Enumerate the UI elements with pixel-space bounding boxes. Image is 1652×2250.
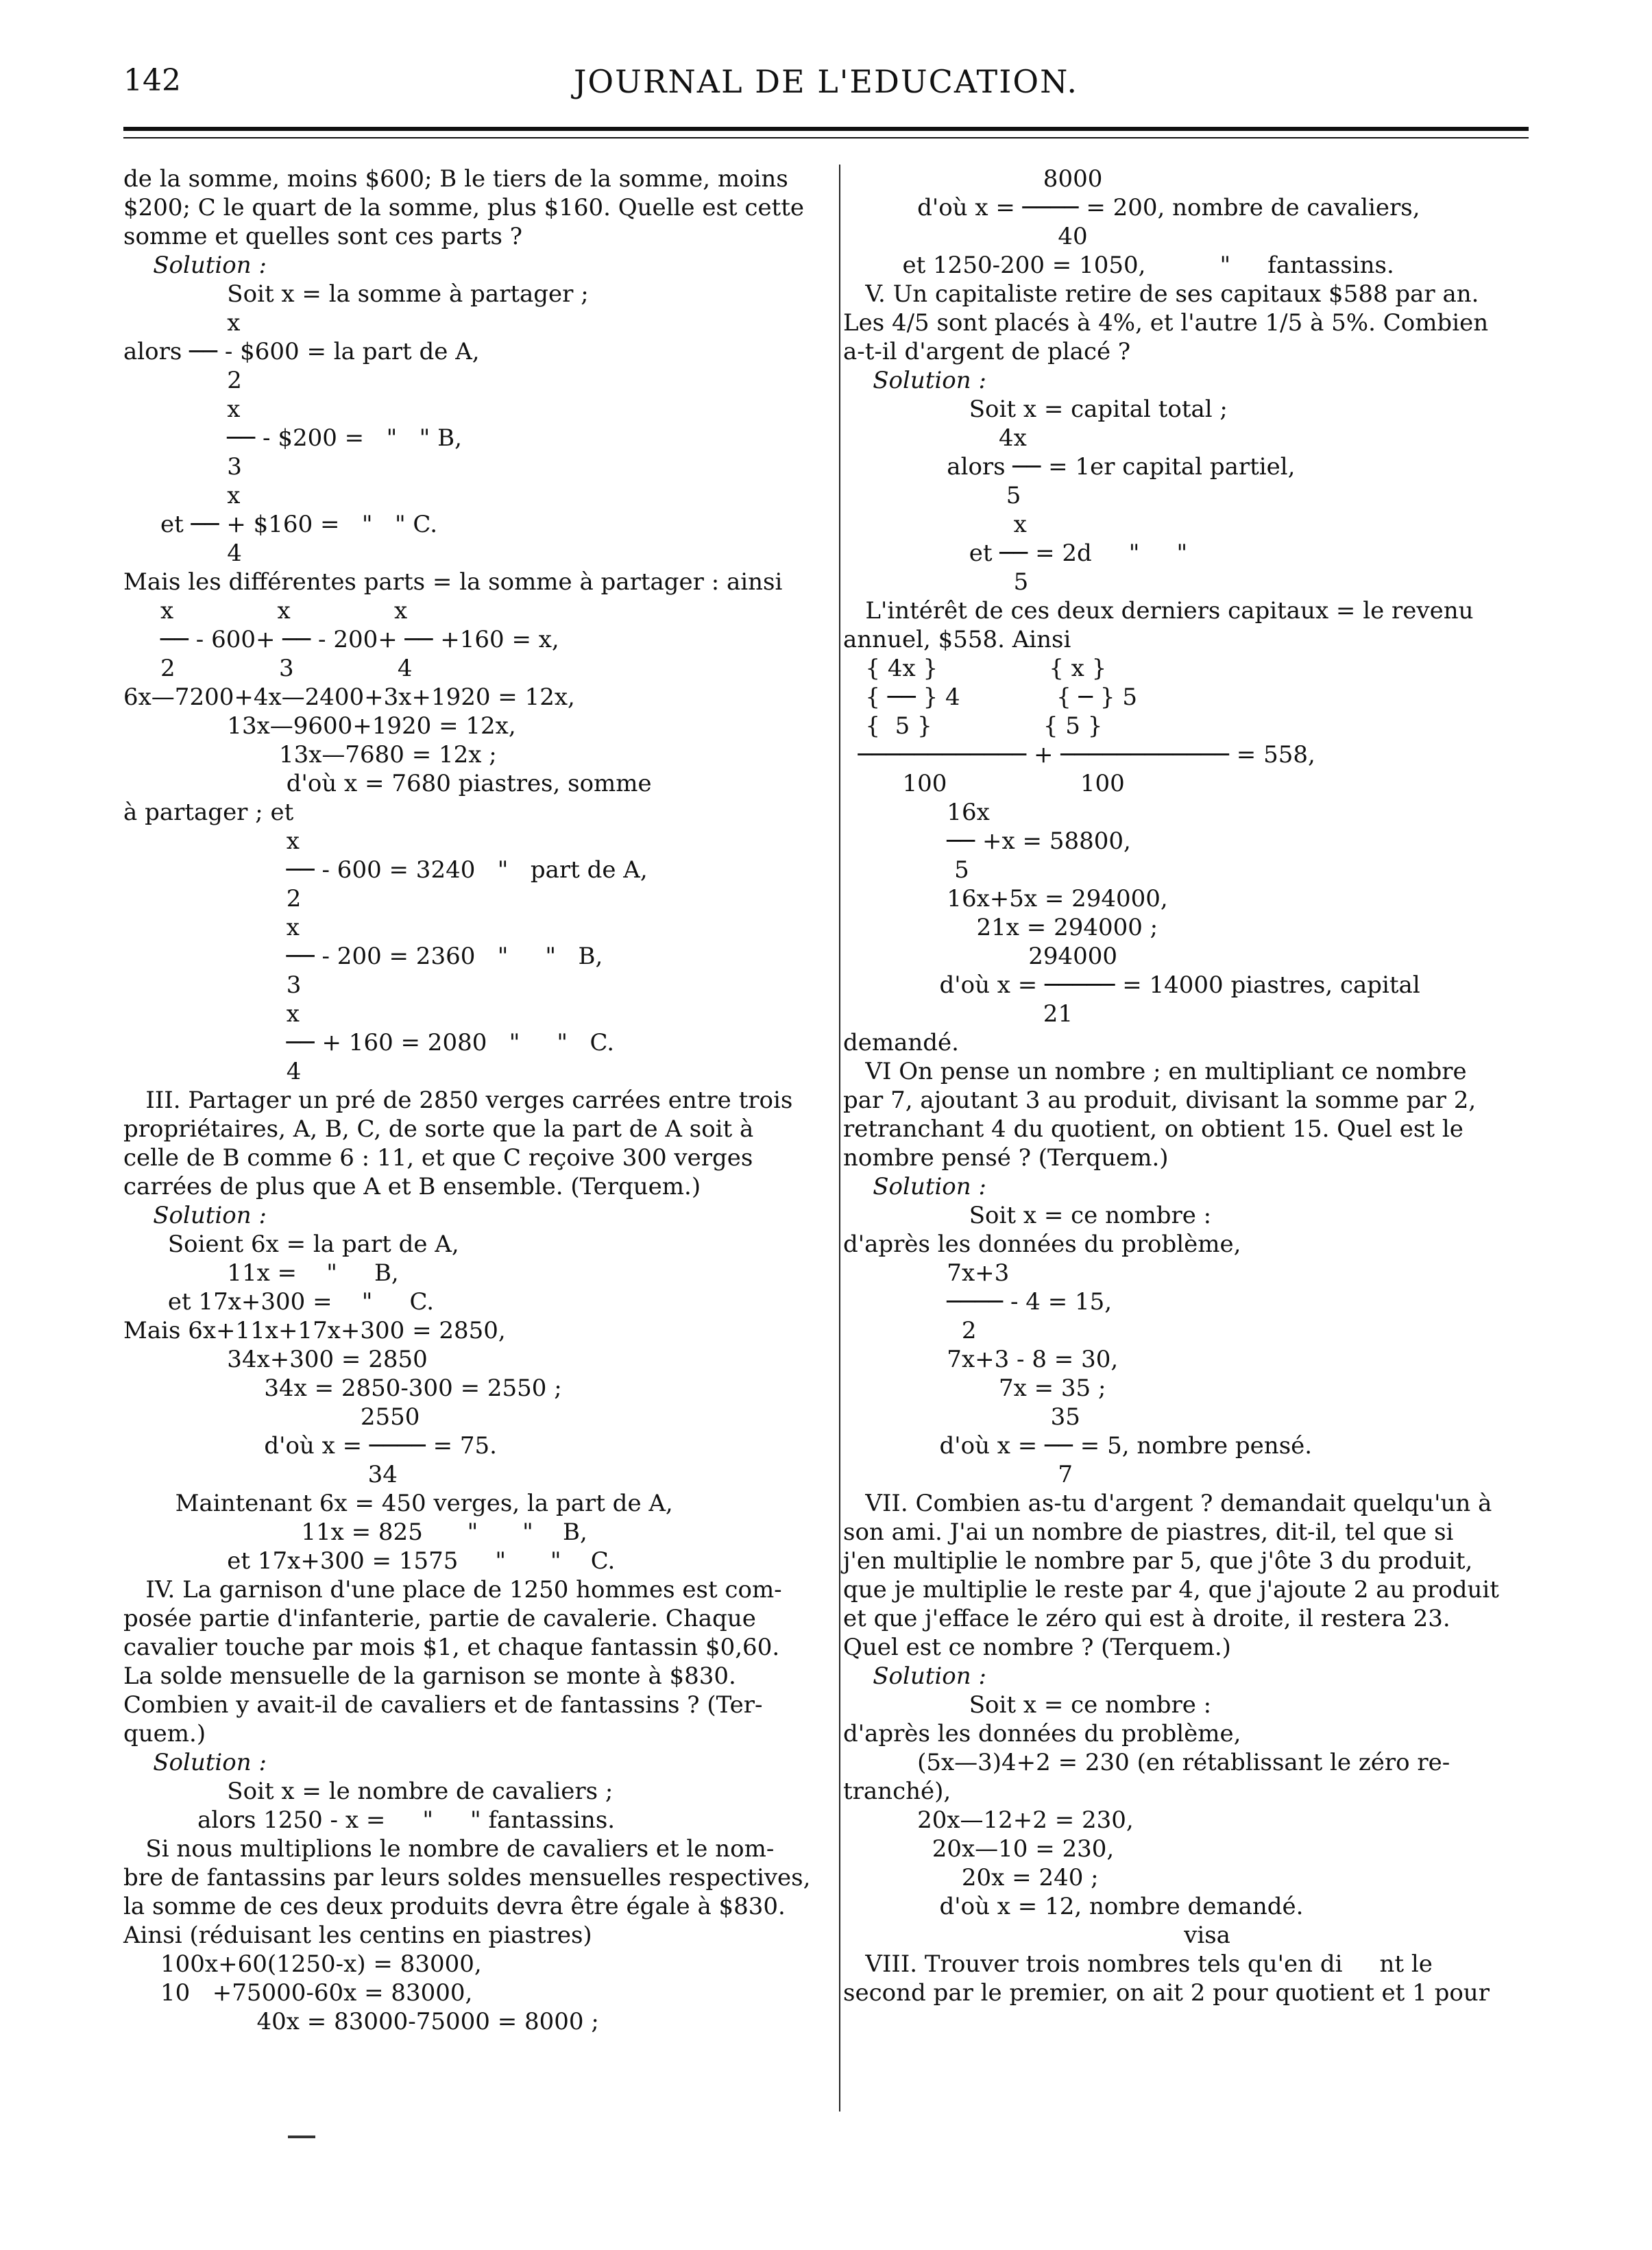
text-line: x bbox=[843, 511, 1027, 538]
text-line: 7x+3 bbox=[843, 1259, 1010, 1287]
text-line: Solution : bbox=[843, 1662, 986, 1690]
text-line: bre de fantassins par leurs soldes mensuelles respectives, bbox=[123, 1864, 811, 1891]
column-divider bbox=[839, 165, 840, 2112]
text-line: { 5 } { 5 } bbox=[843, 712, 1103, 740]
text-line: 2 3 4 bbox=[123, 655, 413, 682]
text-line: 6x—7200+4x—2400+3x+1920 = 12x, bbox=[123, 684, 575, 711]
text-line: 2 bbox=[123, 367, 242, 394]
text-line: Les 4/5 sont placés à 4%, et l'autre 1/5 à 5%. Combien bbox=[843, 309, 1489, 337]
text-line: quem.) bbox=[123, 1720, 206, 1747]
text-line: somme et quelles sont ces parts ? bbox=[123, 223, 522, 250]
text-line: x x x bbox=[123, 597, 408, 625]
text-line: retranchant 4 du quotient, on obtient 15. Quel est le bbox=[843, 1115, 1463, 1143]
text-line: VIII. Trouver trois nombres tels qu'en di nt le bbox=[843, 1950, 1433, 1978]
text-line: Mais les différentes parts = la somme à partager : ainsi bbox=[123, 568, 783, 596]
text-line: d'où x = ── = 5, nombre pensé. bbox=[843, 1432, 1313, 1460]
text-line: 100 100 bbox=[843, 770, 1125, 797]
text-line: a-t-il d'argent de placé ? bbox=[843, 338, 1131, 365]
header-rule-thick bbox=[123, 127, 1529, 131]
text-line: Soit x = le nombre de cavaliers ; bbox=[123, 1778, 614, 1805]
text-line: 100x+60(1250-x) = 83000, bbox=[123, 1950, 482, 1978]
text-line: et 17x+300 = " C. bbox=[123, 1288, 435, 1316]
text-line: Soit x = ce nombre : bbox=[843, 1691, 1212, 1719]
text-line: V. Un capitaliste retire de ses capitaux $588 par an. bbox=[843, 280, 1479, 308]
text-line: propriétaires, A, B, C, de sorte que la part de A soit à bbox=[123, 1115, 754, 1143]
text-line: et que j'efface le zéro qui est à droite, il restera 23. bbox=[843, 1605, 1450, 1632]
text-line: L'intérêt de ces deux derniers capitaux = le revenu bbox=[843, 597, 1474, 625]
text-line: posée partie d'infanterie, partie de cavalerie. Chaque bbox=[123, 1605, 756, 1632]
text-line: 20x = 240 ; bbox=[843, 1864, 1099, 1891]
text-line: Solution : bbox=[123, 1749, 267, 1776]
text-line: VII. Combien as-tu d'argent ? demandait quelqu'un à bbox=[843, 1490, 1492, 1517]
text-line: et ── = 2d " " bbox=[843, 540, 1188, 567]
text-line: son ami. J'ai un nombre de piastres, dit-il, tel que si bbox=[843, 1519, 1454, 1546]
text-line: carrées de plus que A et B ensemble. (Terquem.) bbox=[123, 1173, 701, 1200]
text-line: 21x = 294000 ; bbox=[843, 914, 1158, 941]
text-line: la somme de ces deux produits devra être égale à $830. bbox=[123, 1893, 786, 1920]
text-line: 4x bbox=[843, 424, 1027, 452]
text-line: ── - 200 = 2360 " " B, bbox=[123, 943, 603, 970]
text-line: x bbox=[123, 914, 300, 941]
text-line: Soit x = la somme à partager ; bbox=[123, 280, 589, 308]
text-line: x bbox=[123, 827, 300, 855]
text-line: et 1250-200 = 1050, " fantassins. bbox=[843, 252, 1394, 279]
printer-mark bbox=[288, 2136, 315, 2138]
text-line: et ── + $160 = " " C. bbox=[123, 511, 438, 538]
text-line: d'où x = ──── = 200, nombre de cavaliers, bbox=[843, 194, 1420, 221]
text-line: tranché), bbox=[843, 1778, 951, 1805]
text-line: VI On pense un nombre ; en multipliant ce nombre bbox=[843, 1058, 1467, 1085]
page-header bbox=[0, 63, 1652, 111]
text-line: de la somme, moins $600; B le tiers de la somme, moins bbox=[123, 165, 788, 193]
text-line: 11x = 825 " " B, bbox=[123, 1519, 587, 1546]
text-line: 34x = 2850-300 = 2550 ; bbox=[123, 1375, 562, 1402]
text-line: 16x+5x = 294000, bbox=[843, 885, 1168, 912]
text-line: Mais 6x+11x+17x+300 = 2850, bbox=[123, 1317, 506, 1344]
text-line: 13x—7680 = 12x ; bbox=[123, 741, 497, 769]
text-line: 40 bbox=[843, 223, 1088, 250]
text-line: 35 bbox=[843, 1403, 1080, 1431]
text-line: alors ── = 1er capital partiel, bbox=[843, 453, 1296, 481]
text-line: La solde mensuelle de la garnison se monte à $830. bbox=[123, 1662, 736, 1690]
text-line: Soit x = ce nombre : bbox=[843, 1202, 1212, 1229]
text-line: et 17x+300 = 1575 " " C. bbox=[123, 1547, 616, 1575]
text-line: 4 bbox=[123, 1058, 302, 1085]
text-line: 5 bbox=[843, 856, 969, 884]
text-line: 11x = " B, bbox=[123, 1259, 399, 1287]
text-line: 34x+300 = 2850 bbox=[123, 1346, 428, 1373]
text-line: 7 bbox=[843, 1461, 1073, 1488]
text-line: second par le premier, on ait 2 pour quotient et 1 pour bbox=[843, 1979, 1490, 2007]
text-line: Solution : bbox=[843, 1173, 986, 1200]
text-line: d'où x = 12, nombre demandé. bbox=[843, 1893, 1304, 1920]
text-line: à partager ; et bbox=[123, 799, 294, 826]
text-line: x bbox=[123, 1000, 300, 1028]
right-column bbox=[843, 165, 1546, 2007]
text-line: Soit x = capital total ; bbox=[843, 396, 1228, 423]
text-line: 34 bbox=[123, 1461, 398, 1488]
text-line: 2550 bbox=[123, 1403, 420, 1431]
text-line: 294000 bbox=[843, 943, 1117, 970]
text-line: cavalier touche par mois $1, et chaque fantassin $0,60. bbox=[123, 1634, 780, 1661]
text-line: Combien y avait-il de cavaliers et de fantassins ? (Ter- bbox=[123, 1691, 763, 1719]
text-line: d'où x = ──── = 75. bbox=[123, 1432, 497, 1460]
text-line: 13x—9600+1920 = 12x, bbox=[123, 712, 516, 740]
text-line: d'après les données du problème, bbox=[843, 1231, 1241, 1258]
text-line: 40x = 83000-75000 = 8000 ; bbox=[123, 2008, 599, 2035]
text-line: ── + 160 = 2080 " " C. bbox=[123, 1029, 615, 1056]
text-line: j'en multiplie le nombre par 5, que j'ôte 3 du produit, bbox=[843, 1547, 1473, 1575]
text-line: 4 bbox=[123, 540, 242, 567]
text-line: Quel est ce nombre ? (Terquem.) bbox=[843, 1634, 1231, 1661]
text-line: 2 bbox=[123, 885, 302, 912]
page-number: 142 bbox=[123, 63, 181, 98]
text-line: 20x—10 = 230, bbox=[843, 1835, 1115, 1863]
text-line: d'où x = ───── = 14000 piastres, capital bbox=[843, 971, 1420, 999]
text-line: ──── - 4 = 15, bbox=[843, 1288, 1113, 1316]
text-line: { ── } 4 { ─ } 5 bbox=[843, 684, 1137, 711]
text-line: 16x bbox=[843, 799, 990, 826]
text-line: celle de B comme 6 : 11, et que C reçoive 300 verges bbox=[123, 1144, 753, 1172]
text-line: d'où x = 7680 piastres, somme bbox=[123, 770, 652, 797]
text-line: alors 1250 - x = " " fantassins. bbox=[123, 1806, 616, 1834]
text-line: Maintenant 6x = 450 verges, la part de A, bbox=[123, 1490, 673, 1517]
text-line: 2 bbox=[843, 1317, 977, 1344]
text-line: alors ── - $600 = la part de A, bbox=[123, 338, 480, 365]
left-column bbox=[123, 165, 836, 2036]
text-line: 5 bbox=[843, 568, 1029, 596]
text-line: (5x—3)4+2 = 230 (en rétablissant le zéro re- bbox=[843, 1749, 1450, 1776]
text-line: 3 bbox=[123, 453, 242, 481]
text-line: Soient 6x = la part de A, bbox=[123, 1231, 459, 1258]
text-line: ── - $200 = " " B, bbox=[123, 424, 462, 452]
text-line: 5 bbox=[843, 482, 1021, 509]
header-rule-thin bbox=[123, 137, 1529, 138]
text-line: ── +x = 58800, bbox=[843, 827, 1131, 855]
text-line: $200; C le quart de la somme, plus $160. Quelle est cette bbox=[123, 194, 805, 221]
text-line: { 4x } { x } bbox=[843, 655, 1107, 682]
text-line: d'après les données du problème, bbox=[843, 1720, 1241, 1747]
text-line: annuel, $558. Ainsi bbox=[843, 626, 1071, 653]
text-line: ── - 600 = 3240 " part de A, bbox=[123, 856, 648, 884]
text-line: nombre pensé ? (Terquem.) bbox=[843, 1144, 1169, 1172]
text-line: Solution : bbox=[123, 1202, 267, 1229]
text-line: x bbox=[123, 482, 241, 509]
text-line: 3 bbox=[123, 971, 302, 999]
text-line: ──────────── + ──────────── = 558, bbox=[843, 741, 1315, 769]
text-line: 10 +75000-60x = 83000, bbox=[123, 1979, 473, 2007]
text-line: Solution : bbox=[843, 367, 986, 394]
text-line: 20x—12+2 = 230, bbox=[843, 1806, 1134, 1834]
text-line: par 7, ajoutant 3 au produit, divisant la somme par 2, bbox=[843, 1087, 1477, 1114]
text-line: que je multiplie le reste par 4, que j'ajoute 2 au produit bbox=[843, 1576, 1499, 1604]
text-line: visa bbox=[843, 1922, 1230, 1949]
text-line: Si nous multiplions le nombre de cavaliers et le nom- bbox=[123, 1835, 775, 1863]
text-line: 8000 bbox=[843, 165, 1103, 193]
text-line: ── - 600+ ── - 200+ ── +160 = x, bbox=[123, 626, 559, 653]
text-line: IV. La garnison d'une place de 1250 hommes est com- bbox=[123, 1576, 782, 1604]
text-line: Solution : bbox=[123, 252, 267, 279]
text-line: 7x = 35 ; bbox=[843, 1375, 1106, 1402]
text-line: x bbox=[123, 309, 241, 337]
text-line: 7x+3 - 8 = 30, bbox=[843, 1346, 1119, 1373]
text-line: demandé. bbox=[843, 1029, 959, 1056]
journal-title: JOURNAL DE L'EDUCATION. bbox=[573, 63, 1079, 100]
text-line: III. Partager un pré de 2850 verges carrées entre trois bbox=[123, 1087, 793, 1114]
text-line: 21 bbox=[843, 1000, 1073, 1028]
text-line: x bbox=[123, 396, 241, 423]
text-line: Ainsi (réduisant les centins en piastres) bbox=[123, 1922, 592, 1949]
